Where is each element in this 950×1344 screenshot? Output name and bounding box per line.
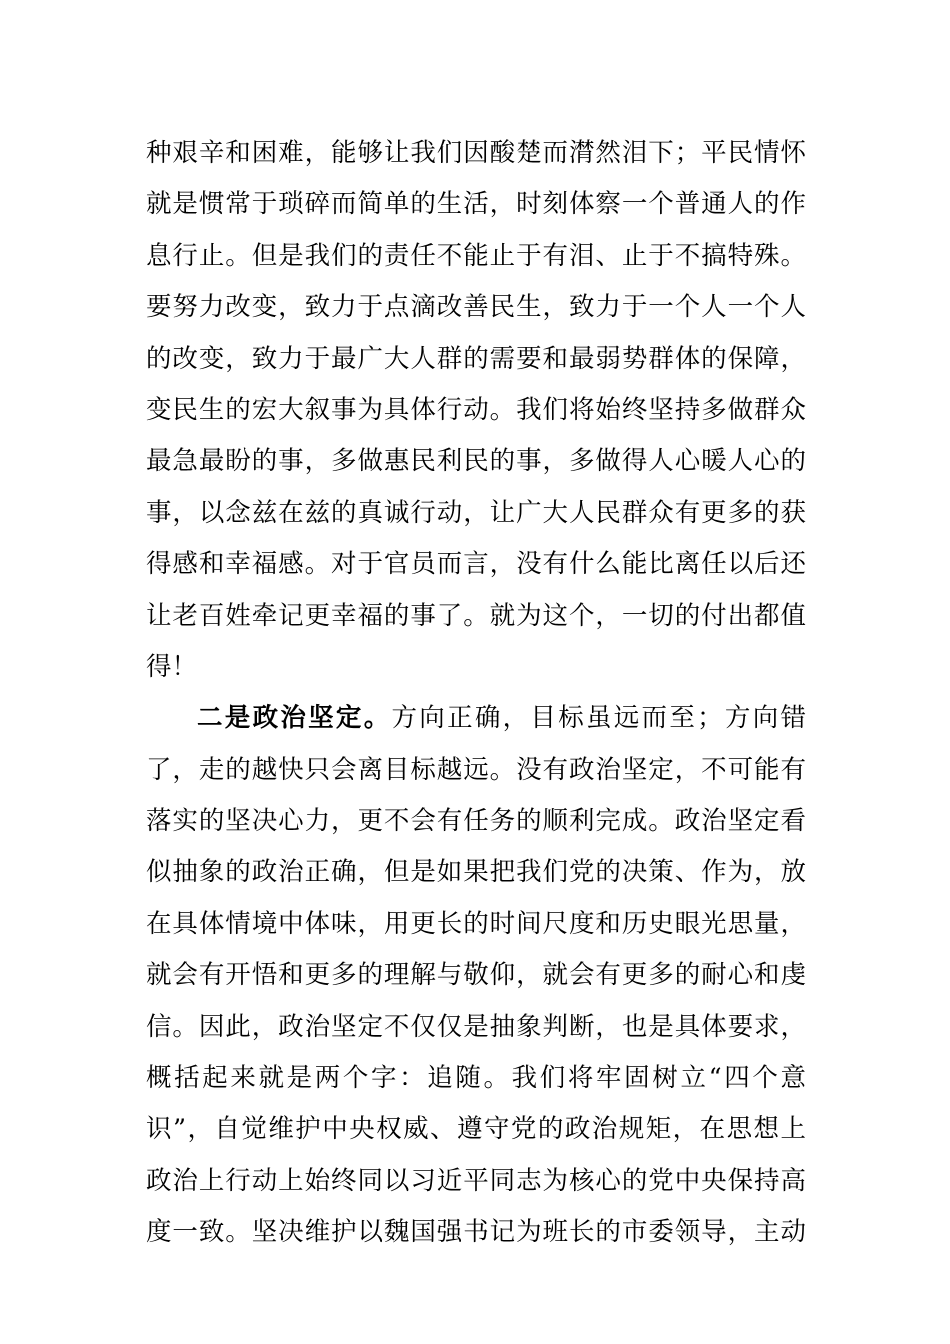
text-line: 让老百姓牵记更幸福的事了。就为这个，一切的付出都值: [146, 600, 806, 631]
section-first-line: [146, 693, 806, 744]
text-line: 在具体情境中体味，用更长的时间尺度和历史眼光思量，: [146, 908, 806, 939]
text-line: 的改变，致力于最广大人群的需要和最弱势群体的保障，: [146, 343, 806, 374]
text-line: 似抽象的政治正确，但是如果把我们党的决策、作为，放: [146, 857, 806, 888]
text-line: 概括起来就是两个字：追随。我们将牢固树立“四个意: [146, 1063, 806, 1094]
text-line: 就会有开悟和更多的理解与敬仰，就会有更多的耐心和虔: [146, 960, 806, 991]
text-line: 变民生的宏大叙事为具体行动。我们将始终坚持多做群众: [146, 394, 806, 425]
text-line: 识”，自觉维护中央权威、遵守党的政治规矩，在思想上: [146, 1114, 806, 1145]
text-line: 落实的坚决心力，更不会有任务的顺利完成。政治坚定看: [146, 806, 806, 837]
text-line: 息行止。但是我们的责任不能止于有泪、止于不搞特殊。: [146, 240, 806, 271]
text-line: 得！: [146, 651, 198, 682]
text-line: 了，走的越快只会离目标越远。没有政治坚定，不可能有: [146, 754, 806, 785]
text-line: 度一致。坚决维护以魏国强书记为班长的市委领导，主动: [146, 1217, 806, 1248]
section-first-line-text: 方向正确，目标虽远而至；方向错: [391, 703, 806, 734]
text-line: 就是惯常于琐碎而简单的生活，时刻体察一个普通人的作: [146, 189, 806, 220]
text-line: 信。因此，政治坚定不仅仅是抽象判断，也是具体要求，: [146, 1011, 806, 1042]
body-text: [146, 128, 806, 1259]
text-line: 要努力改变，致力于点滴改善民生，致力于一个人一个人: [146, 292, 806, 323]
text-line: 事，以念兹在兹的真诚行动，让广大人民群众有更多的获: [146, 497, 806, 528]
text-line: 种艰辛和困难，能够让我们因酸楚而潸然泪下；平民情怀: [146, 138, 806, 168]
text-line: 最急最盼的事，多做惠民利民的事，多做得人心暖人心的: [146, 446, 806, 477]
text-line: 得感和幸福感。对于官员而言，没有什么能比离任以后还: [146, 549, 806, 580]
section-heading: 二是政治坚定。: [197, 703, 392, 734]
text-line: 政治上行动上始终同以习近平同志为核心的党中央保持高: [146, 1165, 806, 1196]
